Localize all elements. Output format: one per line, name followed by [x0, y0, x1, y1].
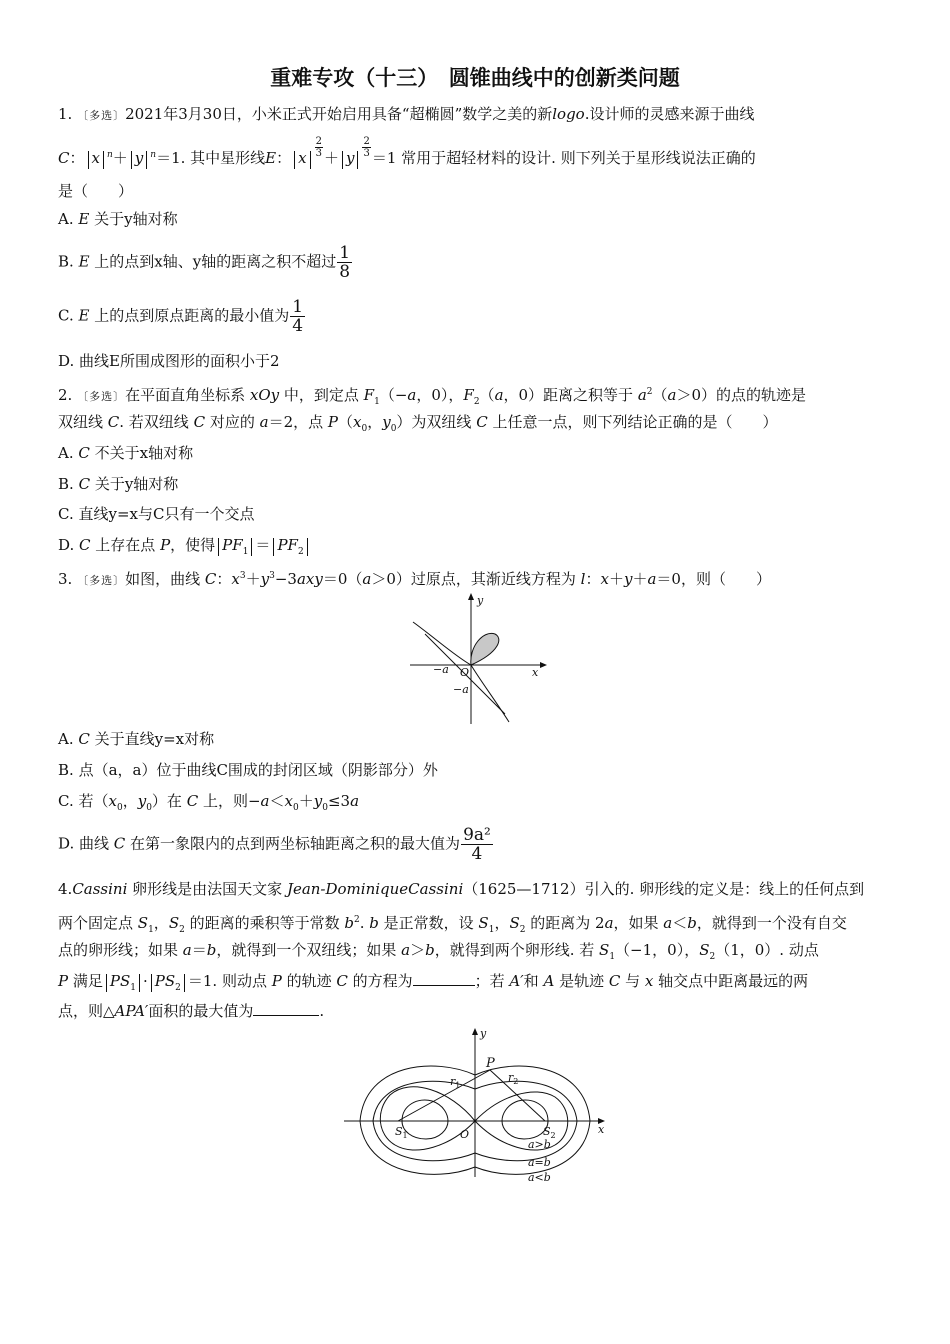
q3-option-a: A. C 关于直线y=x对称 — [58, 730, 215, 748]
folium-figure — [405, 592, 550, 727]
q3-option-c: C. 若（$x_0$，$y_0$）在 C 上，则$-a<x_0+y_0\le 3a$ — [58, 792, 360, 813]
multi-choice-tag: 〔多选〕 — [77, 574, 126, 587]
right-inner-oval — [502, 1100, 548, 1139]
folium-upper-branch — [413, 622, 471, 665]
q4-line-3: 点的卵形线；如果 a＝b，就得到一个双纽线；如果 a＞b，就得到两个卵形线. 若 $S_1(-1$，0），$S_2(1$，0）. 动点 — [58, 941, 819, 962]
label-a-eq-b: a=b — [528, 1156, 551, 1169]
s2-label: $S_2$ — [543, 1125, 556, 1140]
multi-choice-tag: 〔多选〕 — [77, 390, 126, 403]
q4-line-1: 4.Cassini 卵形线是由法国天文家 Jean-DominiqueCassini（1625—1712）引入的. 卵形线的定义是：线上的任何点到 — [58, 880, 865, 898]
q1-option-c: C. E 上的点到原点距离的最小值为 $\frac{1}{4}$ — [58, 297, 304, 336]
q3-option-b: B. 点（a，a）位于曲线C围成的封闭区域（阴影部分）外 — [58, 761, 438, 779]
q2-line-2: 双纽线 C. 若双纽线 C 对应的 a＝2，点 $P(x_0$，$y_0$）为双纽线 C 上任意一点，则下列结论正确的是（ ） — [58, 413, 778, 434]
q2-option-a: A. C 不关于x轴对称 — [58, 444, 194, 462]
r2-label: $r_2$ — [508, 1071, 519, 1086]
r1-label: $r_1$ — [450, 1075, 461, 1090]
segment-p-s1 — [398, 1070, 490, 1121]
q4-line-5: 点，则△APA′面积的最大值为 . — [58, 1002, 325, 1020]
q2-option-c: C. 直线y=x与C只有一个交点 — [58, 505, 255, 523]
label-a-gt-b: a>b — [528, 1138, 551, 1151]
x-axis-label: x — [598, 1123, 605, 1136]
origin-label: O — [460, 666, 470, 679]
multi-choice-tag: 〔多选〕 — [77, 109, 126, 122]
cassini-figure — [340, 1025, 610, 1185]
q1-option-b: B. E 上的点到x轴、y轴的距离之积不超过 $\frac{1}{8}$ — [58, 243, 351, 282]
q1-line-3: 是（ ） — [58, 182, 134, 200]
s1-label: $S_1$ — [395, 1125, 408, 1140]
folium-loop — [471, 633, 499, 665]
y-axis-label: y — [477, 594, 484, 607]
q1-line-1: 1. 〔多选〕2021年3月30日，小米正式开始启用具备“超椭圆”数学之美的新logo.设计师的灵感来源于曲线 — [58, 105, 755, 123]
q4-line-2: 两个固定点 $S_1$，$S_2$ 的距离的乘积等于常数 $b^2$. b 是正常数，设 $S_1$，$S_2$ 的距离为 2a，如果 a＜b，就得到一个没有自交 — [58, 914, 847, 935]
folium-lower-branch — [471, 665, 509, 722]
x-axis-label: x — [532, 666, 539, 679]
minus-a-y-label: −a — [453, 683, 469, 696]
y-axis-arrow — [468, 593, 474, 600]
y-axis-arrow — [472, 1028, 478, 1035]
x-axis-arrow — [540, 662, 547, 668]
q2-line-1: 2. 〔多选〕在平面直角坐标系 xOy 中，到定点 $F_1(-a$，0），$F_2(a$，0）距离之积等于 $a^2(a>0)$的点的轨迹是 — [58, 386, 807, 407]
q3-option-d: D. 曲线 C 在第一象限内的点到两坐标轴距离之积的最大值为 $\frac{\text{9a²}}{4}$ — [58, 825, 491, 864]
minus-a-x-label: −a — [433, 663, 449, 676]
point-p-label: P — [486, 1056, 495, 1071]
label-a-lt-b: a<b — [528, 1171, 551, 1184]
origin-label: O — [460, 1128, 470, 1141]
fraction-one-eighth: $\frac{1}{8}$ — [339, 243, 351, 282]
fraction-one-quarter: $\frac{1}{4}$ — [292, 297, 304, 336]
q2-option-d: D. C 上存在点 P，使得 $PF_1 = PF_2$ — [58, 534, 311, 563]
q4-line-4: P 满足 $PS_1 \cdot PS_2 =1$. 则动点 P 的轨迹 C 的方程为 ；若 A′和 A 是轨迹 C 与 x 轴交点中距离最远的两 — [58, 972, 809, 993]
q1-line-2: C： x $^n$＋ y $^n$＝1. 其中星形线E： x $\frac{2}{3}$ ＋ y $\frac{2}{3}$ ＝1 常用于超轻材料的设计. 则下列关于星形线说法正确的 — [58, 136, 756, 167]
q1-option-a: A. E 关于y轴对称 — [58, 210, 178, 228]
q3-line-1: 3. 〔多选〕如图，曲线 C：$x^3+y^3-3axy=0(a>0)$过原点，其渐近线方程为 l：x＋y＋a＝0，则（ ） — [58, 570, 771, 588]
q1-option-d: D. 曲线E所围成图形的面积小于2 — [58, 352, 280, 370]
q2-option-b: B. C 关于y轴对称 — [58, 475, 179, 493]
fraction-nine-a-squared-over-four: $\frac{\text{9a²}}{4}$ — [463, 825, 491, 864]
page-title: 重难专攻（十三） 圆锥曲线中的创新类问题 — [270, 66, 680, 90]
y-axis-label: y — [480, 1027, 487, 1040]
